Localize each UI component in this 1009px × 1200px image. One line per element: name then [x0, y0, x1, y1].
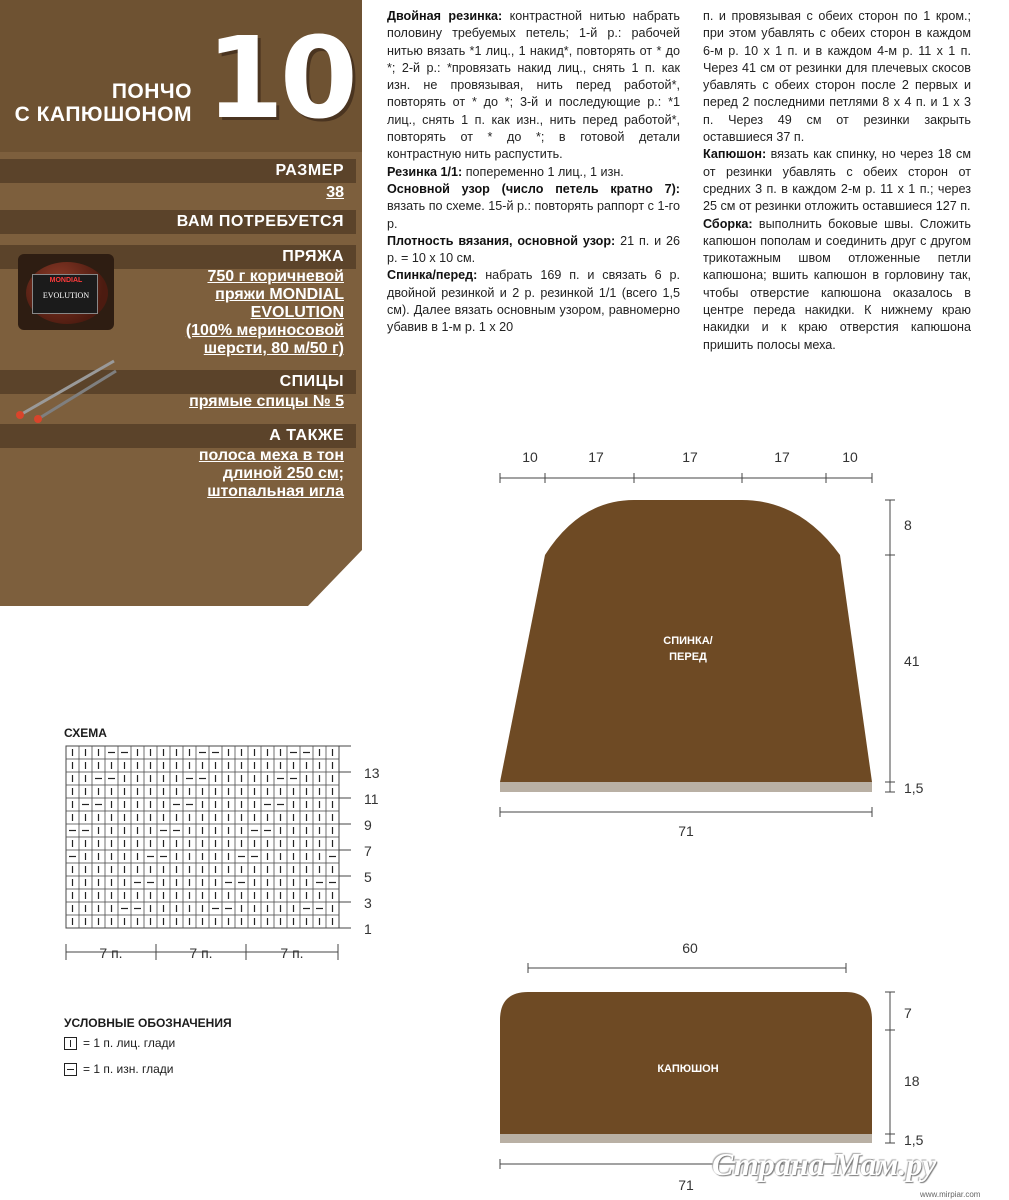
instruction-text: попеременно 1 лиц., 1 изн.	[462, 164, 624, 179]
top-dim-label: 17	[682, 449, 698, 465]
repeat-label: 7 п.	[280, 945, 304, 961]
right-dim-label: 7	[904, 1005, 912, 1021]
instruction-text: набрать 169 п. и связать 6 р. двойной резинкой и 2 р. резинкой 1/1 (всего 1,5 см). Далее вязать основным узором, равномерно убавив в 1-м р. 1 х 20	[387, 268, 680, 335]
right-dim-label: 41	[904, 653, 920, 669]
right-dim-label: 18	[904, 1073, 920, 1089]
pattern-back-front	[500, 449, 924, 839]
row-label: 13	[364, 765, 380, 781]
row-label: 5	[364, 869, 372, 885]
bottom-dim-label: 71	[678, 823, 694, 839]
instruction-text: выполнить боковые швы. Сложить капюшон пополам и соединить друг с другом трикотажным швом отложенные петли капюшона; вшить капюшон в горловину так, чтобы отверстие капюшона оказалось в центре переда накидки. К нижнему краю накидки и к краю отверстия капюшона пришить полосы меха.	[703, 216, 971, 352]
top-dim-label: 10	[522, 449, 538, 465]
extras-header: А ТАКЖЕ	[269, 427, 344, 444]
top-dim-label: 60	[682, 940, 698, 956]
instruction-heading: Плотность вязания, основной узор:	[387, 233, 616, 248]
instruction-heading: Основной узор (число петель кратно 7):	[387, 181, 680, 196]
row-label: 7	[364, 843, 372, 859]
size-header: РАЗМЕР	[275, 162, 344, 179]
repeat-label: 7 п.	[99, 945, 123, 961]
project-title-line1: ПОНЧО	[111, 80, 192, 103]
project-title-line2: С КАПЮШОНОМ	[14, 103, 192, 126]
extras-line: длиной 250 см;	[222, 465, 344, 482]
yarn-brand: MONDIAL	[49, 277, 83, 284]
stitch-chart	[66, 746, 351, 928]
yarn-line: шерсти, 80 м/50 г)	[203, 340, 344, 357]
yarn-line: 750 г коричневой	[207, 268, 344, 285]
top-dim-label: 17	[588, 449, 604, 465]
extras-line: штопальная игла	[207, 483, 344, 500]
bottom-dim-label: 71	[678, 1177, 694, 1193]
right-dim-label: 1,5	[904, 1132, 924, 1148]
instruction-text: контрастной нитью набрать половину требуемых петель; 1-й р.: рабочей нитью вязать *1 лиц., 1 накид*, повторять от * до *; 2-й р.: *провязать накид лиц., снять 1 п. как изн. не провязывая, нить перед работой*, повторять от * до *; 3-й и последующие р.: *1 лиц., снять 1 п. как изн., нить перед работой*, повторять от * до *; в готовой детали контрастную нить распустить.	[387, 9, 680, 162]
top-dim-label: 10	[842, 449, 858, 465]
project-number: 10	[206, 14, 354, 144]
row-label: 3	[364, 895, 372, 911]
watermark-logo: Страна Мам.ру	[712, 1146, 937, 1182]
instruction-text: 21 п. и 26 р. = 10 х 10 см.	[387, 233, 681, 266]
row-label: 1	[364, 921, 372, 937]
size-value: 38	[326, 184, 344, 201]
needles-value: прямые спицы № 5	[189, 393, 344, 410]
instruction-text: вязать по схеме. 15-й р.: повторять раппорт с 1-го р.	[387, 199, 680, 231]
purl-stitch-icon	[64, 1063, 77, 1076]
extras-line: полоса меха в тон	[198, 447, 344, 464]
yarn-line: (100% мериносовой	[185, 322, 344, 339]
yarn-header: ПРЯЖА	[282, 248, 344, 265]
rib-band	[500, 782, 872, 792]
instruction-heading: Резинка 1/1:	[387, 164, 463, 179]
top-dim-label: 17	[774, 449, 790, 465]
back-front-label: СПИНКА/	[663, 635, 713, 647]
right-dim-label: 8	[904, 517, 912, 533]
yarn-product: EVOLUTION	[42, 291, 90, 300]
legend-text: = 1 п. лиц. глади	[83, 1036, 176, 1050]
back-front-label: ПЕРЕД	[669, 651, 707, 663]
legend-item	[64, 1062, 174, 1076]
instruction-text: вязать как спинку, но через 18 см от резинки убавлять с обеих сторон от средних 3 п. в каждом 2-м р. 11 х 1 п.; через 25 см от резинки отложить оставшиеся 127 п.	[703, 147, 971, 214]
instruction-text: п. и провязывая с обеих сторон по 1 кром.; при этом убавлять с обеих сторон в каждом 6-м р. 10 х 1 п. и в каждом 4-м р. 11 х 1 п. Через 41 см от резинки для плечевых скосов убавлять с обеих сторон после 2 первых и перед 2 последними петлями 8 х 4 п. и 1 х 3 п. Через 49 см от резинки закрыть оставшиеся 37 п.	[703, 9, 971, 145]
yarn-line: EVOLUTION	[250, 304, 344, 321]
needles-header: СПИЦЫ	[279, 373, 344, 390]
row-label: 9	[364, 817, 372, 833]
row-label: 11	[364, 791, 379, 807]
needs-header: ВАМ ПОТРЕБУЕТСЯ	[176, 213, 344, 230]
instruction-heading: Сборка:	[703, 216, 753, 231]
instruction-heading: Двойная резинка:	[387, 9, 503, 23]
instruction-heading: Спинка/перед:	[387, 268, 478, 283]
right-dim-label: 1,5	[904, 780, 924, 796]
legend-item	[64, 1036, 175, 1050]
knit-stitch-icon	[64, 1037, 77, 1050]
watermark-url: www.mirpiar.com	[920, 1190, 981, 1199]
rib-band	[500, 1134, 872, 1143]
legend-text: = 1 п. изн. глади	[83, 1062, 174, 1076]
legend-title: УСЛОВНЫЕ ОБОЗНАЧЕНИЯ	[64, 1016, 232, 1030]
instruction-heading: Капюшон:	[703, 147, 767, 162]
repeat-label: 7 п.	[189, 945, 213, 961]
chart-title: СХЕМА	[64, 726, 107, 740]
yarn-line: пряжи MONDIAL	[215, 286, 344, 303]
hood-label: КАПЮШОН	[657, 1063, 719, 1075]
